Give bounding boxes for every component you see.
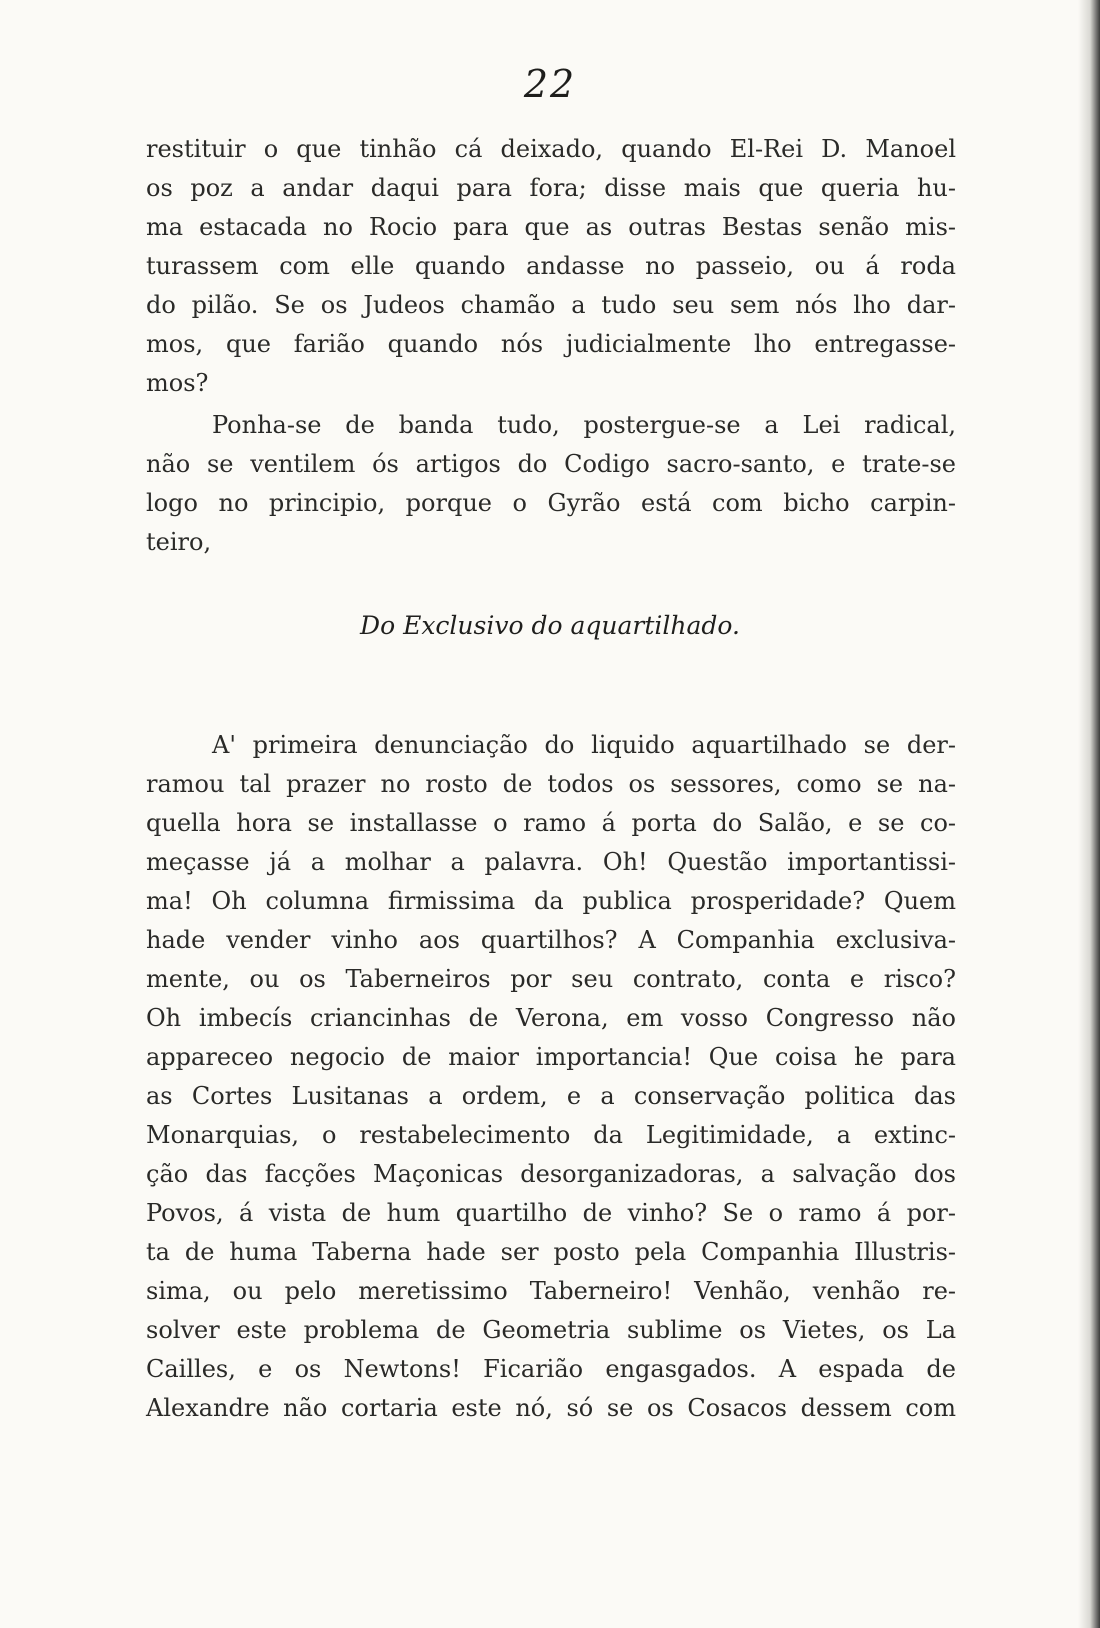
page-edge-shadow (1078, 0, 1100, 1628)
text-line: ma estacada no Rocio para que as outras Bestas senão mis- (146, 213, 956, 241)
text-line: não se ventilem ós artigos do Codigo sacro-santo, e trate-se (146, 450, 956, 478)
text-line: A' primeira denunciação do liquido aquartilhado se der- (212, 731, 956, 759)
page-number: 22 (523, 62, 577, 106)
text-line: ção das facções Maçonicas desorganizadoras, a salvação dos (146, 1160, 956, 1188)
text-line: Alexandre não cortaria este nó, só se os Cosacos dessem com (146, 1394, 956, 1422)
text-line: sima, ou pelo meretissimo Taberneiro! Venhão, venhão re- (146, 1277, 956, 1305)
text-line: Ponha-se de banda tudo, postergue-se a Lei radical, (212, 411, 956, 439)
intro-paragraph (146, 130, 956, 403)
text-line: ramou tal prazer no rosto de todos os sessores, como se na- (146, 770, 956, 798)
section-heading: Do Exclusivo do aquartilhado. (360, 611, 740, 640)
text-line: solver este problema de Geometria sublime os Vietes, os La (146, 1316, 956, 1344)
text-line: mente, ou os Taberneiros por seu contrato, conta e risco? (146, 965, 956, 993)
text-line: hade vender vinho aos quartilhos? A Companhia exclusiva- (146, 926, 956, 954)
text-line: do pilão. Se os Judeos chamão a tudo seu sem nós lho dar- (146, 291, 956, 319)
text-line: Monarquias, o restabelecimento da Legitimidade, a extinc- (146, 1121, 956, 1149)
text-line: Oh imbecís criancinhas de Verona, em vosso Congresso não (146, 1004, 956, 1032)
text-line: meçasse já a molhar a palavra. Oh! Questão importantissi- (146, 848, 956, 876)
text-line: ta de huma Taberna hade ser posto pela Companhia Illustris- (146, 1238, 956, 1266)
text-line: Povos, á vista de hum quartilho de vinho? Se o ramo á por- (146, 1199, 956, 1227)
main-paragraph (146, 726, 956, 1428)
text-line: os poz a andar daqui para fora; disse mais que queria hu- (146, 174, 956, 202)
text-line: teiro, (146, 528, 212, 556)
text-line: restituir o que tinhão cá deixado, quando El-Rei D. Manoel (146, 135, 956, 163)
text-line: as Cortes Lusitanas a ordem, e a conservação politica das (146, 1082, 956, 1110)
second-paragraph (146, 406, 956, 562)
text-line: quella hora se installasse o ramo á porta do Salão, e se co- (146, 809, 956, 837)
text-line: mos? (146, 369, 209, 397)
text-line: logo no principio, porque o Gyrão está com bicho carpin- (146, 489, 956, 517)
text-line: Cailles, e os Newtons! Ficarião engasgados. A espada de (146, 1355, 956, 1383)
text-line: turassem com elle quando andasse no passeio, ou á roda (146, 252, 956, 280)
text-line: appareceo negocio de maior importancia! Que coisa he para (146, 1043, 956, 1071)
text-line: ma! Oh columna firmissima da publica prosperidade? Quem (146, 887, 956, 915)
text-line: mos, que farião quando nós judicialmente lho entregasse- (146, 330, 956, 358)
